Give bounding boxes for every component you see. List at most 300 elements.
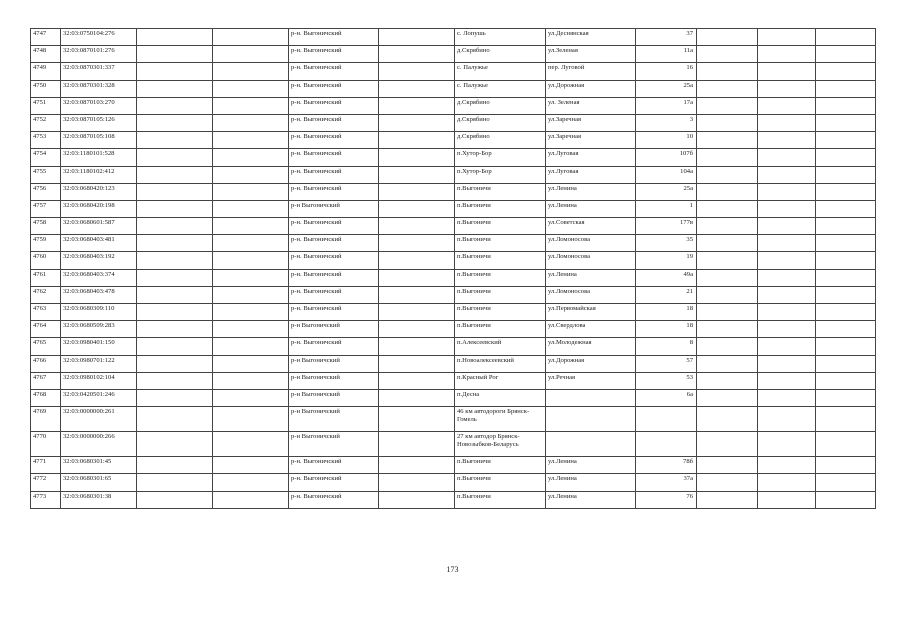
empty-cell [137,235,213,252]
empty-cell [213,286,289,303]
empty-cell [379,80,455,97]
house-number-cell: 25а [636,183,697,200]
locality-cell: 46 км автодороги Брянск-Гомель [455,407,546,432]
empty-cell [137,457,213,474]
empty-cell [758,338,816,355]
empty-cell [213,321,289,338]
empty-cell [758,97,816,114]
empty-cell [213,200,289,217]
cadastral-number-cell: 32:03:1180102:412 [61,166,137,183]
table-row [31,183,876,200]
cadastral-number-cell: 32:03:0980102:104 [61,372,137,389]
empty-cell [697,491,758,508]
empty-cell [379,132,455,149]
street-cell [546,389,636,406]
street-cell: ул.Луговая [546,166,636,183]
table-row [31,80,876,97]
table-row [31,29,876,46]
empty-cell [379,457,455,474]
district-cell: р-н Выгоничский [289,432,379,457]
empty-cell [816,80,876,97]
locality-cell: с. Палужье [455,63,546,80]
street-cell: ул.Ломоносова [546,252,636,269]
row-number-cell: 4770 [31,432,61,457]
empty-cell [697,235,758,252]
empty-cell [137,474,213,491]
empty-cell [213,432,289,457]
row-number-cell: 4773 [31,491,61,508]
page-number: 173 [446,565,459,574]
house-number-cell: 10 [636,132,697,149]
locality-cell: п.Хутор-Бор [455,166,546,183]
table-row [31,97,876,114]
empty-cell [137,218,213,235]
empty-cell [137,132,213,149]
empty-cell [758,200,816,217]
empty-cell [137,491,213,508]
street-cell: ул.Дорожная [546,355,636,372]
empty-cell [816,46,876,63]
empty-cell [379,491,455,508]
empty-cell [137,321,213,338]
district-cell: р-н Выгоничский [289,407,379,432]
house-number-cell: 16 [636,63,697,80]
district-cell: р-н. Выгоничский [289,97,379,114]
cadastral-number-cell: 32:03:0680301:45 [61,457,137,474]
house-number-cell: 11а [636,46,697,63]
empty-cell [137,355,213,372]
empty-cell [379,355,455,372]
empty-cell [213,80,289,97]
empty-cell [137,29,213,46]
empty-cell [213,166,289,183]
empty-cell [758,149,816,166]
empty-cell [697,63,758,80]
empty-cell [816,252,876,269]
empty-cell [697,286,758,303]
table-row [31,46,876,63]
empty-cell [758,269,816,286]
street-cell: ул. Зеленая [546,97,636,114]
row-number-cell: 4762 [31,286,61,303]
district-cell: р-н. Выгоничский [289,166,379,183]
row-number-cell: 4756 [31,183,61,200]
empty-cell [379,235,455,252]
locality-cell: п.Выгоничи [455,183,546,200]
empty-cell [379,321,455,338]
table-row [31,218,876,235]
row-number-cell: 4772 [31,474,61,491]
row-number-cell: 4754 [31,149,61,166]
empty-cell [758,457,816,474]
empty-cell [816,372,876,389]
empty-cell [137,269,213,286]
house-number-cell: 3 [636,114,697,131]
street-cell: ул.Луговая [546,149,636,166]
empty-cell [816,474,876,491]
empty-cell [758,63,816,80]
empty-cell [213,407,289,432]
empty-cell [213,252,289,269]
house-number-cell: 18 [636,304,697,321]
empty-cell [816,29,876,46]
street-cell: ул.Ленина [546,491,636,508]
empty-cell [697,269,758,286]
cadastral-number-cell: 32:03:0980701:122 [61,355,137,372]
empty-cell [758,132,816,149]
district-cell: р-н. Выгоничский [289,46,379,63]
empty-cell [758,304,816,321]
table-row [31,252,876,269]
locality-cell: д.Скрябино [455,132,546,149]
empty-cell [379,218,455,235]
table-row [31,491,876,508]
table-row [31,63,876,80]
locality-cell: п.Хутор-Бор [455,149,546,166]
cadastral-number-cell: 32:03:0680403:192 [61,252,137,269]
house-number-cell: 17а [636,97,697,114]
row-number-cell: 4765 [31,338,61,355]
street-cell: ул.Деснянская [546,29,636,46]
empty-cell [379,97,455,114]
row-number-cell: 4764 [31,321,61,338]
locality-cell: п.Выгоничи [455,235,546,252]
street-cell: ул.Зеленая [546,46,636,63]
table-row [31,407,876,432]
empty-cell [816,183,876,200]
empty-cell [213,149,289,166]
cadastral-number-cell: 32:03:0870105:126 [61,114,137,131]
locality-cell: с. Палужье [455,80,546,97]
empty-cell [697,200,758,217]
register-table [30,28,876,509]
cadastral-number-cell: 32:03:0870301:337 [61,63,137,80]
house-number-cell: 8 [636,338,697,355]
district-cell: р-н. Выгоничский [289,29,379,46]
empty-cell [816,63,876,80]
street-cell [546,407,636,432]
empty-cell [213,46,289,63]
empty-cell [697,114,758,131]
empty-cell [137,63,213,80]
empty-cell [137,338,213,355]
house-number-cell: 35 [636,235,697,252]
empty-cell [137,407,213,432]
empty-cell [816,149,876,166]
empty-cell [213,355,289,372]
empty-cell [379,46,455,63]
cadastral-number-cell: 32:03:0870103:270 [61,97,137,114]
table-row [31,355,876,372]
empty-cell [697,304,758,321]
empty-cell [137,389,213,406]
district-cell: р-н. Выгоничский [289,114,379,131]
empty-cell [697,80,758,97]
locality-cell: п.Алексеевский [455,338,546,355]
table-row [31,432,876,457]
house-number-cell: 1 [636,200,697,217]
table-row [31,235,876,252]
row-number-cell: 4753 [31,132,61,149]
street-cell: ул.Ленина [546,269,636,286]
empty-cell [697,218,758,235]
empty-cell [379,200,455,217]
row-number-cell: 4766 [31,355,61,372]
empty-cell [697,457,758,474]
table-row [31,457,876,474]
cadastral-number-cell: 32:03:0680403:478 [61,286,137,303]
table-row [31,269,876,286]
row-number-cell: 4757 [31,200,61,217]
cadastral-number-cell: 32:03:0870301:328 [61,80,137,97]
house-number-cell: 49а [636,269,697,286]
cadastral-number-cell: 32:03:0680509:283 [61,321,137,338]
empty-cell [697,97,758,114]
empty-cell [697,149,758,166]
district-cell: р-н. Выгоничский [289,80,379,97]
empty-cell [816,97,876,114]
district-cell: р-н. Выгоничский [289,132,379,149]
empty-cell [758,372,816,389]
cadastral-number-cell: 32:03:0750104:276 [61,29,137,46]
empty-cell [758,432,816,457]
empty-cell [816,321,876,338]
empty-cell [758,491,816,508]
empty-cell [816,269,876,286]
empty-cell [213,63,289,80]
locality-cell: п.Выгоничи [455,286,546,303]
empty-cell [816,389,876,406]
district-cell: р-н. Выгоничский [289,457,379,474]
empty-cell [816,491,876,508]
empty-cell [697,321,758,338]
street-cell: ул.Заречная [546,132,636,149]
table-row [31,389,876,406]
table-row [31,114,876,131]
cadastral-number-cell: 32:03:0680420:123 [61,183,137,200]
house-number-cell: 37 [636,29,697,46]
locality-cell: п.Выгоничи [455,321,546,338]
table-row [31,338,876,355]
cadastral-number-cell: 32:03:0680420:198 [61,200,137,217]
empty-cell [758,286,816,303]
empty-cell [379,286,455,303]
district-cell: р-н Выгоничский [289,389,379,406]
empty-cell [816,114,876,131]
table-row [31,166,876,183]
locality-cell: д.Скрябино [455,46,546,63]
cadastral-number-cell: 32:03:0980401:150 [61,338,137,355]
locality-cell: п.Новоалексеевский [455,355,546,372]
district-cell: р-н Выгоничский [289,372,379,389]
district-cell: р-н Выгоничский [289,200,379,217]
empty-cell [379,63,455,80]
street-cell: ул.Ленина [546,457,636,474]
street-cell [546,432,636,457]
empty-cell [816,286,876,303]
cadastral-number-cell: 32:03:0870105:108 [61,132,137,149]
empty-cell [213,372,289,389]
house-number-cell: 177в [636,218,697,235]
row-number-cell: 4760 [31,252,61,269]
empty-cell [758,29,816,46]
empty-cell [697,355,758,372]
empty-cell [379,407,455,432]
locality-cell: п.Выгоничи [455,200,546,217]
row-number-cell: 4751 [31,97,61,114]
table-row [31,304,876,321]
house-number-cell: 104а [636,166,697,183]
row-number-cell: 4747 [31,29,61,46]
empty-cell [816,338,876,355]
empty-cell [697,29,758,46]
row-number-cell: 4769 [31,407,61,432]
locality-cell: п.Выгоничи [455,269,546,286]
empty-cell [758,80,816,97]
street-cell: ул.Ломоносова [546,235,636,252]
empty-cell [213,235,289,252]
empty-cell [758,235,816,252]
empty-cell [697,338,758,355]
cadastral-number-cell: 32:03:0420501:246 [61,389,137,406]
locality-cell: п.Выгоничи [455,457,546,474]
row-number-cell: 4763 [31,304,61,321]
cadastral-number-cell: 32:03:0680403:374 [61,269,137,286]
street-cell: ул.Ленина [546,474,636,491]
district-cell: р-н Выгоничский [289,355,379,372]
empty-cell [758,252,816,269]
house-number-cell: 76 [636,491,697,508]
house-number-cell: 107б [636,149,697,166]
house-number-cell: 21 [636,286,697,303]
empty-cell [816,407,876,432]
table-row [31,474,876,491]
district-cell: р-н. Выгоничский [289,183,379,200]
empty-cell [213,97,289,114]
house-number-cell: 6а [636,389,697,406]
empty-cell [697,132,758,149]
table-row [31,200,876,217]
empty-cell [213,491,289,508]
street-cell: ул.Ленина [546,183,636,200]
house-number-cell: 19 [636,252,697,269]
street-cell: пер. Луговой [546,63,636,80]
empty-cell [213,183,289,200]
empty-cell [379,166,455,183]
row-number-cell: 4749 [31,63,61,80]
empty-cell [758,218,816,235]
empty-cell [379,114,455,131]
empty-cell [213,269,289,286]
district-cell: р-н. Выгоничский [289,252,379,269]
empty-cell [816,218,876,235]
cadastral-number-cell: 32:03:1180101:528 [61,149,137,166]
locality-cell: п.Десна [455,389,546,406]
row-number-cell: 4761 [31,269,61,286]
empty-cell [697,252,758,269]
cadastral-number-cell: 32:03:0680601:587 [61,218,137,235]
empty-cell [379,183,455,200]
row-number-cell: 4748 [31,46,61,63]
row-number-cell: 4752 [31,114,61,131]
empty-cell [697,432,758,457]
empty-cell [137,80,213,97]
empty-cell [379,269,455,286]
empty-cell [137,304,213,321]
street-cell: ул.Свердлова [546,321,636,338]
empty-cell [758,114,816,131]
empty-cell [816,235,876,252]
empty-cell [816,457,876,474]
locality-cell: п.Выгоничи [455,252,546,269]
empty-cell [137,372,213,389]
district-cell: р-н. Выгоничский [289,63,379,80]
cadastral-number-cell: 32:03:0680301:65 [61,474,137,491]
district-cell: р-н. Выгоничский [289,491,379,508]
row-number-cell: 4767 [31,372,61,389]
district-cell: р-н. Выгоничский [289,269,379,286]
empty-cell [213,29,289,46]
cadastral-number-cell: 32:03:0000000:261 [61,407,137,432]
table-row [31,149,876,166]
empty-cell [137,114,213,131]
house-number-cell: 78б [636,457,697,474]
street-cell: ул.Речная [546,372,636,389]
district-cell: р-н. Выгоничский [289,286,379,303]
house-number-cell: 25а [636,80,697,97]
empty-cell [137,286,213,303]
empty-cell [697,46,758,63]
empty-cell [816,432,876,457]
empty-cell [758,407,816,432]
house-number-cell [636,432,697,457]
empty-cell [697,166,758,183]
street-cell: ул.Молодежная [546,338,636,355]
empty-cell [758,474,816,491]
empty-cell [137,149,213,166]
empty-cell [379,304,455,321]
street-cell: ул.Первомайская [546,304,636,321]
table-row [31,321,876,338]
empty-cell [758,166,816,183]
empty-cell [213,474,289,491]
district-cell: р-н. Выгоничский [289,304,379,321]
locality-cell: п.Выгоничи [455,218,546,235]
empty-cell [213,132,289,149]
street-cell: ул.Ленина [546,200,636,217]
empty-cell [816,355,876,372]
house-number-cell: 57 [636,355,697,372]
empty-cell [379,338,455,355]
locality-cell: п.Выгоничи [455,491,546,508]
cadastral-number-cell: 32:03:0000000:266 [61,432,137,457]
empty-cell [379,432,455,457]
table-row [31,286,876,303]
house-number-cell [636,407,697,432]
district-cell: р-н. Выгоничский [289,235,379,252]
empty-cell [137,183,213,200]
table-row [31,372,876,389]
table-body [31,29,876,509]
street-cell: ул.Дорожная [546,80,636,97]
empty-cell [213,389,289,406]
row-number-cell: 4771 [31,457,61,474]
locality-cell: д.Скрябино [455,97,546,114]
house-number-cell: 53 [636,372,697,389]
district-cell: р-н. Выгоничский [289,218,379,235]
empty-cell [697,407,758,432]
empty-cell [213,114,289,131]
